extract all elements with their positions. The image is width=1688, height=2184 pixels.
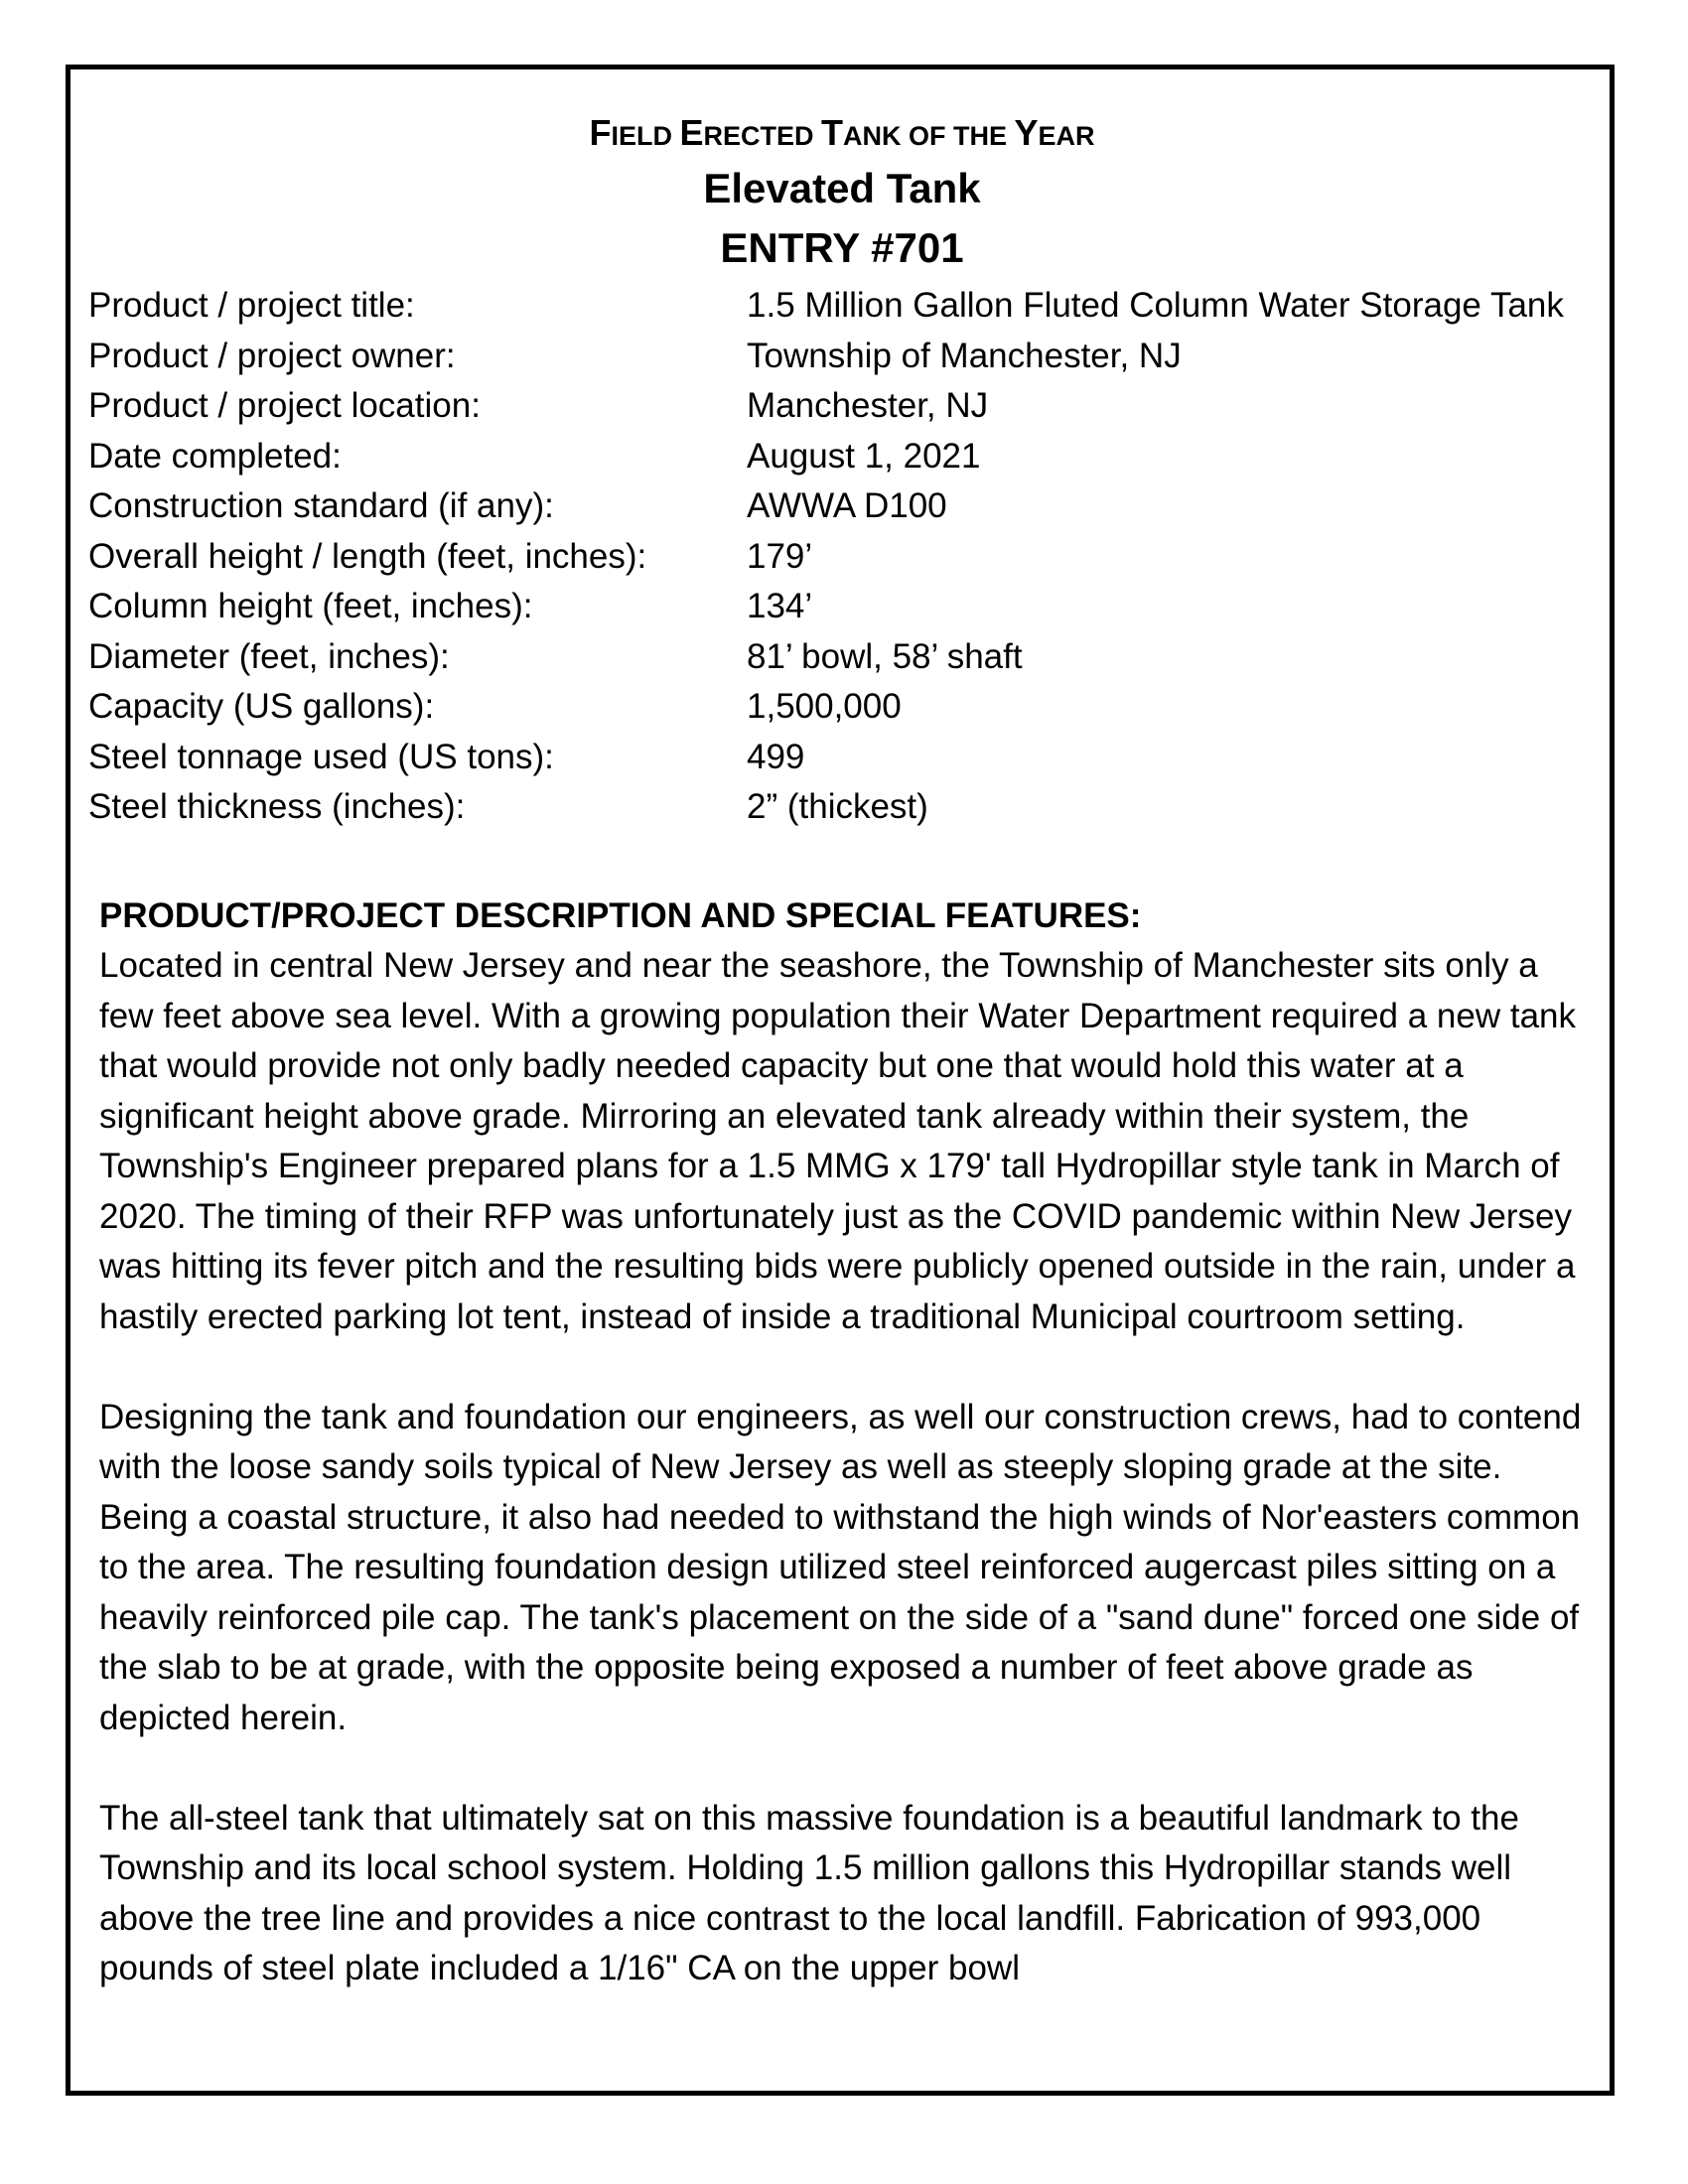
field-row-owner	[88, 332, 1578, 382]
field-label: Column height (feet, inches):	[88, 587, 533, 625]
field-value: 81’ bowl, 58’ shaft	[747, 636, 1023, 676]
category-title-part: RECTED	[703, 121, 821, 151]
field-value: August 1, 2021	[747, 436, 981, 476]
subcategory-title: Elevated Tank	[703, 165, 981, 211]
project-fields	[88, 281, 1578, 833]
description-paragraph: Located in central New Jersey and near the seashore, the Township of Manchester sits only a few feet above sea level. With a growing population their Water Department required a new tank that would provide not only badly needed capacity but one that would hold this water at a significant height above grade. Mirroring an elevated tank already within their system, the Township's Engineer prepared plans for a 1.5 MMG x 179' tall Hydropillar style tank in March of 2020. The timing of their RFP was unfortunately just as the COVID pandemic within New Jersey was hitting its fever pitch and the resulting bids were publicly opened outside in the rain, under a hastily erected parking lot tent, instead of inside a traditional Municipal courtroom setting.	[99, 946, 1577, 1336]
description-heading: PRODUCT/PROJECT DESCRIPTION AND SPECIAL FEATURES:	[99, 896, 1142, 935]
field-row-column-height	[88, 582, 1578, 632]
category-title-part: F	[589, 112, 612, 153]
field-value: 179’	[747, 536, 813, 576]
field-row-steel-tonnage	[88, 733, 1578, 783]
field-label: Product / project owner:	[88, 336, 456, 375]
field-value: 134’	[747, 587, 813, 625]
field-value: 1,500,000	[747, 687, 902, 726]
category-title-part: ANK OF THE	[843, 121, 1015, 151]
field-label: Product / project location:	[88, 386, 481, 425]
field-value: 2” (thickest)	[747, 787, 928, 826]
field-label: Steel thickness (inches):	[88, 787, 466, 826]
field-row-steel-thickness	[88, 782, 1578, 833]
field-row-construction-standard	[88, 481, 1578, 532]
field-label: Steel tonnage used (US tons):	[88, 737, 554, 776]
field-row-title	[88, 281, 1578, 332]
category-title-part: IELD	[611, 121, 680, 151]
field-row-diameter	[88, 632, 1578, 683]
category-title-part: EAR	[1038, 121, 1095, 151]
field-value: 1.5 Million Gallon Fluted Column Water Storage Tank	[747, 286, 1564, 325]
field-value: Township of Manchester, NJ	[747, 336, 1182, 375]
description-paragraph: The all-steel tank that ultimately sat on this massive foundation is a beautiful landmark to the Township and its local school system. Holding 1.5 million gallons this Hydropillar stands well above the tree line and provides a nice contrast to the local landfill. Fabrication of 993,000 pounds of steel plate included a 1/16" CA on the upper bowl	[99, 1798, 1519, 1987]
field-row-location	[88, 381, 1578, 432]
award-category-title	[70, 111, 1615, 158]
description-body	[99, 941, 1599, 1994]
field-label: Product / project title:	[88, 286, 415, 325]
field-label: Construction standard (if any):	[88, 486, 554, 525]
field-row-overall-height	[88, 532, 1578, 583]
field-label: Capacity (US gallons):	[88, 687, 435, 726]
entry-number: ENTRY #701	[720, 224, 964, 271]
field-row-capacity	[88, 682, 1578, 733]
field-value: Manchester, NJ	[747, 386, 989, 425]
field-label: Date completed:	[88, 436, 342, 476]
description-paragraph: Designing the tank and foundation our engineers, as well our construction crews, had to contend with the loose sandy soils typical of New Jersey as well as steeply sloping grade at the site. Being a coastal structure, it also had needed to withstand the high winds of Nor'easters common to the area. The resulting foundation design utilized steel reinforced augercast piles sitting on a heavily reinforced pile cap. The tank's placement on the side of a "sand dune" forced one side of the slab to be at grade, with the opposite being exposed a number of feet above grade as depicted herein.	[99, 1397, 1582, 1737]
field-value: 499	[747, 737, 805, 776]
field-label: Overall height / length (feet, inches):	[88, 536, 647, 576]
category-title-part: Y	[1014, 112, 1039, 153]
field-value: AWWA D100	[747, 486, 947, 525]
category-title-part: E	[679, 112, 704, 153]
category-title-part: T	[821, 112, 843, 153]
field-label: Diameter (feet, inches):	[88, 636, 450, 676]
field-row-date-completed	[88, 432, 1578, 482]
